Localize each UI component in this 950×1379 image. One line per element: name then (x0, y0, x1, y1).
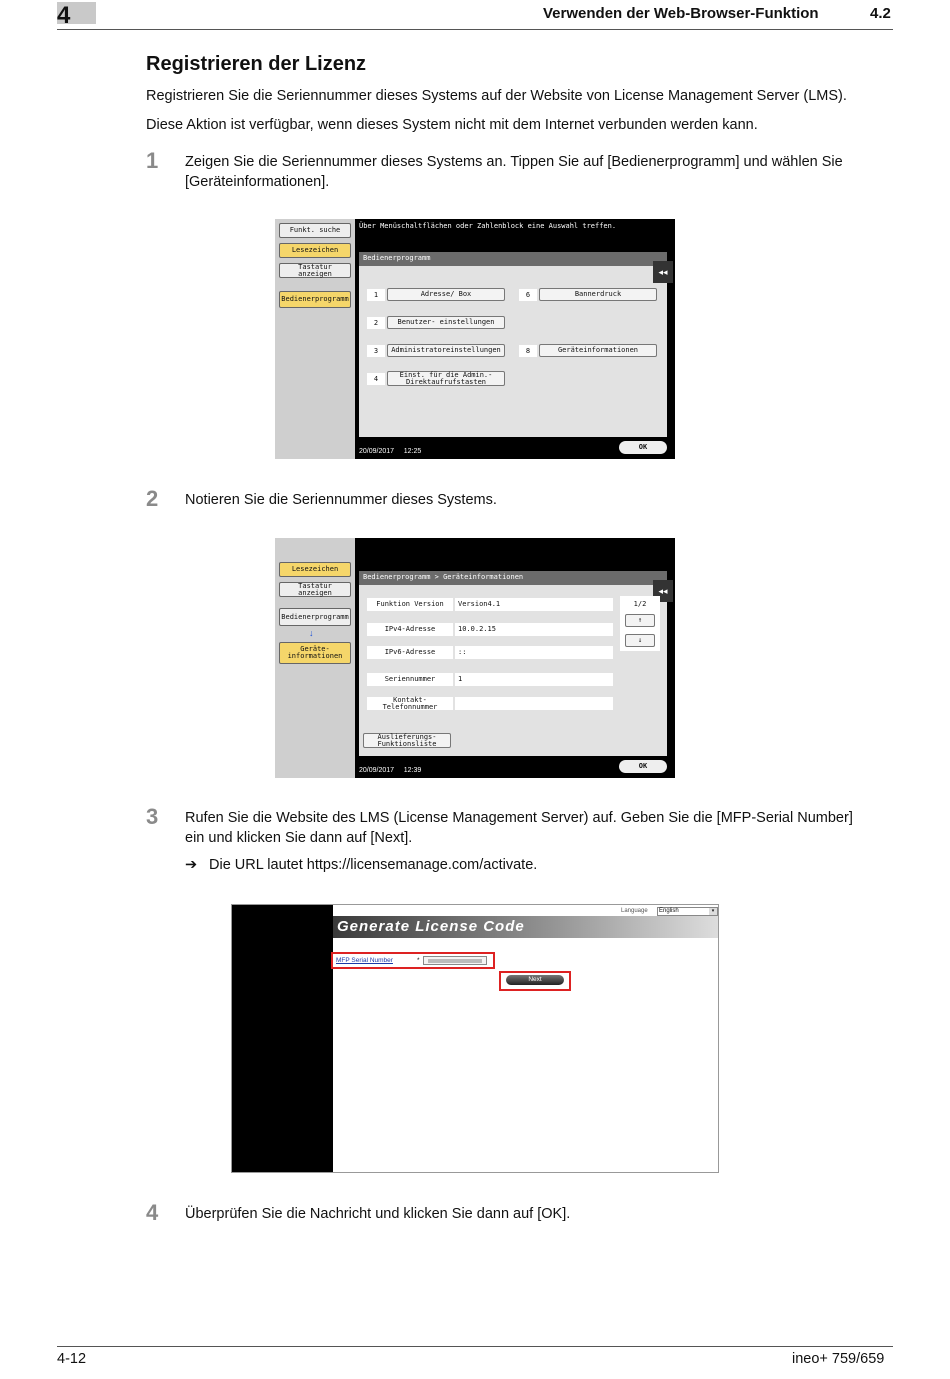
intro-paragraph-1: Registrieren Sie die Seriennummer dieses Systems auf der Website von License Management Server (LMS). (146, 88, 847, 104)
screen-time: 12:39 (403, 767, 422, 774)
menu-admin-shortcut-button[interactable]: Einst. für die Admin.- Direktaufrufstasten (387, 371, 505, 386)
serial-field-label: MFP Serial Number (336, 957, 393, 964)
step-3-note: Die URL lautet https://licensemanage.com/activate. (209, 857, 538, 873)
info-title: Bedienerprogramm > Geräteinformationen (359, 571, 667, 585)
info-value: 10.0.2.15 (455, 623, 613, 636)
info-label: Funktion Version (367, 598, 453, 611)
operator-program-screenshot (275, 219, 675, 459)
page-number: 4-12 (57, 1351, 87, 1367)
ok-button[interactable]: OK (619, 441, 667, 454)
step-number-1: 1 (146, 148, 159, 173)
info-label: IPv4-Adresse (367, 623, 453, 636)
language-label: Language (621, 908, 648, 914)
screen-sidebar (275, 219, 355, 459)
menu-number: 1 (367, 289, 385, 301)
step-text-2: Notieren Sie die Seriennummer dieses Systems. (185, 492, 497, 508)
info-label: Kontakt-Telefonnummer (367, 697, 453, 710)
menu-admin-settings-button[interactable]: Administratoreinstellungen (387, 344, 505, 357)
down-arrow-icon: ↓ (309, 628, 314, 638)
menu-number: 6 (519, 289, 537, 301)
menu-number: 4 (367, 373, 385, 385)
info-label: IPv6-Adresse (367, 646, 453, 659)
function-search-button[interactable]: Funkt. suche (279, 223, 351, 238)
page-down-button[interactable]: ↓ (625, 634, 655, 647)
screen-sidebar (275, 538, 355, 778)
step-1-line-1: Zeigen Sie die Seriennummer dieses Systems an. Tippen Sie auf [Bedienerprogramm] und wählen Sie (185, 154, 843, 170)
language-select-value: English (659, 908, 679, 914)
screen-time: 12:25 (403, 448, 422, 455)
intro-paragraph-2: Diese Aktion ist verfügbar, wenn dieses System nicht mit dem Internet verbunden werden kann. (146, 117, 758, 133)
serial-number-input[interactable] (423, 956, 487, 965)
menu-number: 8 (519, 345, 537, 357)
bookmark-button[interactable]: Lesezeichen (279, 562, 351, 577)
operator-program-button[interactable]: Bedienerprogramm (279, 291, 351, 308)
step-number-2: 2 (146, 486, 159, 511)
page-heading: Registrieren der Lizenz (146, 53, 367, 75)
running-title: Verwenden der Web-Browser-Funktion (543, 5, 819, 22)
step-3-line-1: Rufen Sie die Website des LMS (License Management Server) auf. Geben Sie die [MFP-Serial Number] (185, 810, 853, 826)
menu-number: 3 (367, 345, 385, 357)
screen-date: 20/09/2017 (359, 767, 395, 774)
page-up-button[interactable]: ↑ (625, 614, 655, 627)
language-select[interactable] (657, 907, 718, 916)
info-label: Seriennummer (367, 673, 453, 686)
screen-prompt: Über Menüschaltflächen oder Zahlenblock eine Auswahl treffen. (355, 219, 675, 236)
info-value (455, 697, 613, 710)
ok-button[interactable]: OK (619, 760, 667, 773)
page-indicator: 1/2 (633, 600, 647, 608)
chapter-number: 4 (57, 2, 71, 29)
model-name: ineo+ 759/659 (792, 1351, 885, 1367)
section-number: 4.2 (870, 5, 891, 22)
keyboard-button[interactable]: Tastatur anzeigen (279, 263, 351, 278)
menu-address-box-button[interactable]: Adresse/ Box (387, 288, 505, 301)
menu-banner-print-button[interactable]: Bannerdruck (539, 288, 657, 301)
info-value: Version4.1 (455, 598, 613, 611)
keyboard-button[interactable]: Tastatur anzeigen (279, 582, 351, 597)
step-1-line-2: [Geräteinformationen]. (185, 173, 330, 190)
next-button[interactable]: Next (506, 975, 564, 985)
result-arrow-icon: ➔ (185, 857, 198, 873)
step-number-3: 3 (146, 804, 159, 829)
menu-title: Bedienerprogramm (359, 252, 667, 266)
blurred-serial-value (428, 959, 482, 963)
device-info-button[interactable]: Geräte- informationen (279, 642, 351, 664)
operator-program-button[interactable]: Bedienerprogramm (279, 608, 351, 626)
web-page-title: Generate License Code (333, 916, 718, 938)
footer-rule (57, 1346, 893, 1347)
menu-device-info-button[interactable]: Geräteinformationen (539, 344, 657, 357)
lms-web-screenshot (231, 904, 719, 1173)
back-arrow-icon[interactable]: ◂◂ (653, 580, 673, 602)
header-rule (57, 29, 893, 30)
back-arrow-icon[interactable]: ◂◂ (653, 261, 673, 283)
step-3-line-2: ein und klicken Sie dann auf [Next]. (185, 829, 413, 846)
screen-datetime (359, 448, 421, 455)
web-sidebar (232, 905, 333, 1172)
device-info-screenshot (275, 538, 675, 778)
required-marker: * (417, 957, 420, 964)
info-value: 1 (455, 673, 613, 686)
step-number-4: 4 (146, 1200, 159, 1225)
chevron-down-icon: ▾ (709, 908, 717, 915)
screen-date: 20/09/2017 (359, 448, 395, 455)
info-value: :: (455, 646, 613, 659)
menu-number: 2 (367, 317, 385, 329)
step-text-3 (185, 809, 895, 848)
function-list-button[interactable]: Auslieferungs-Funktionsliste (363, 733, 451, 748)
menu-user-settings-button[interactable]: Benutzer- einstellungen (387, 316, 505, 329)
screen-datetime (359, 767, 421, 774)
step-text-4: Überprüfen Sie die Nachricht und klicken Sie dann auf [OK]. (185, 1206, 571, 1222)
step-text-1 (185, 153, 895, 192)
bookmark-button[interactable]: Lesezeichen (279, 243, 351, 258)
